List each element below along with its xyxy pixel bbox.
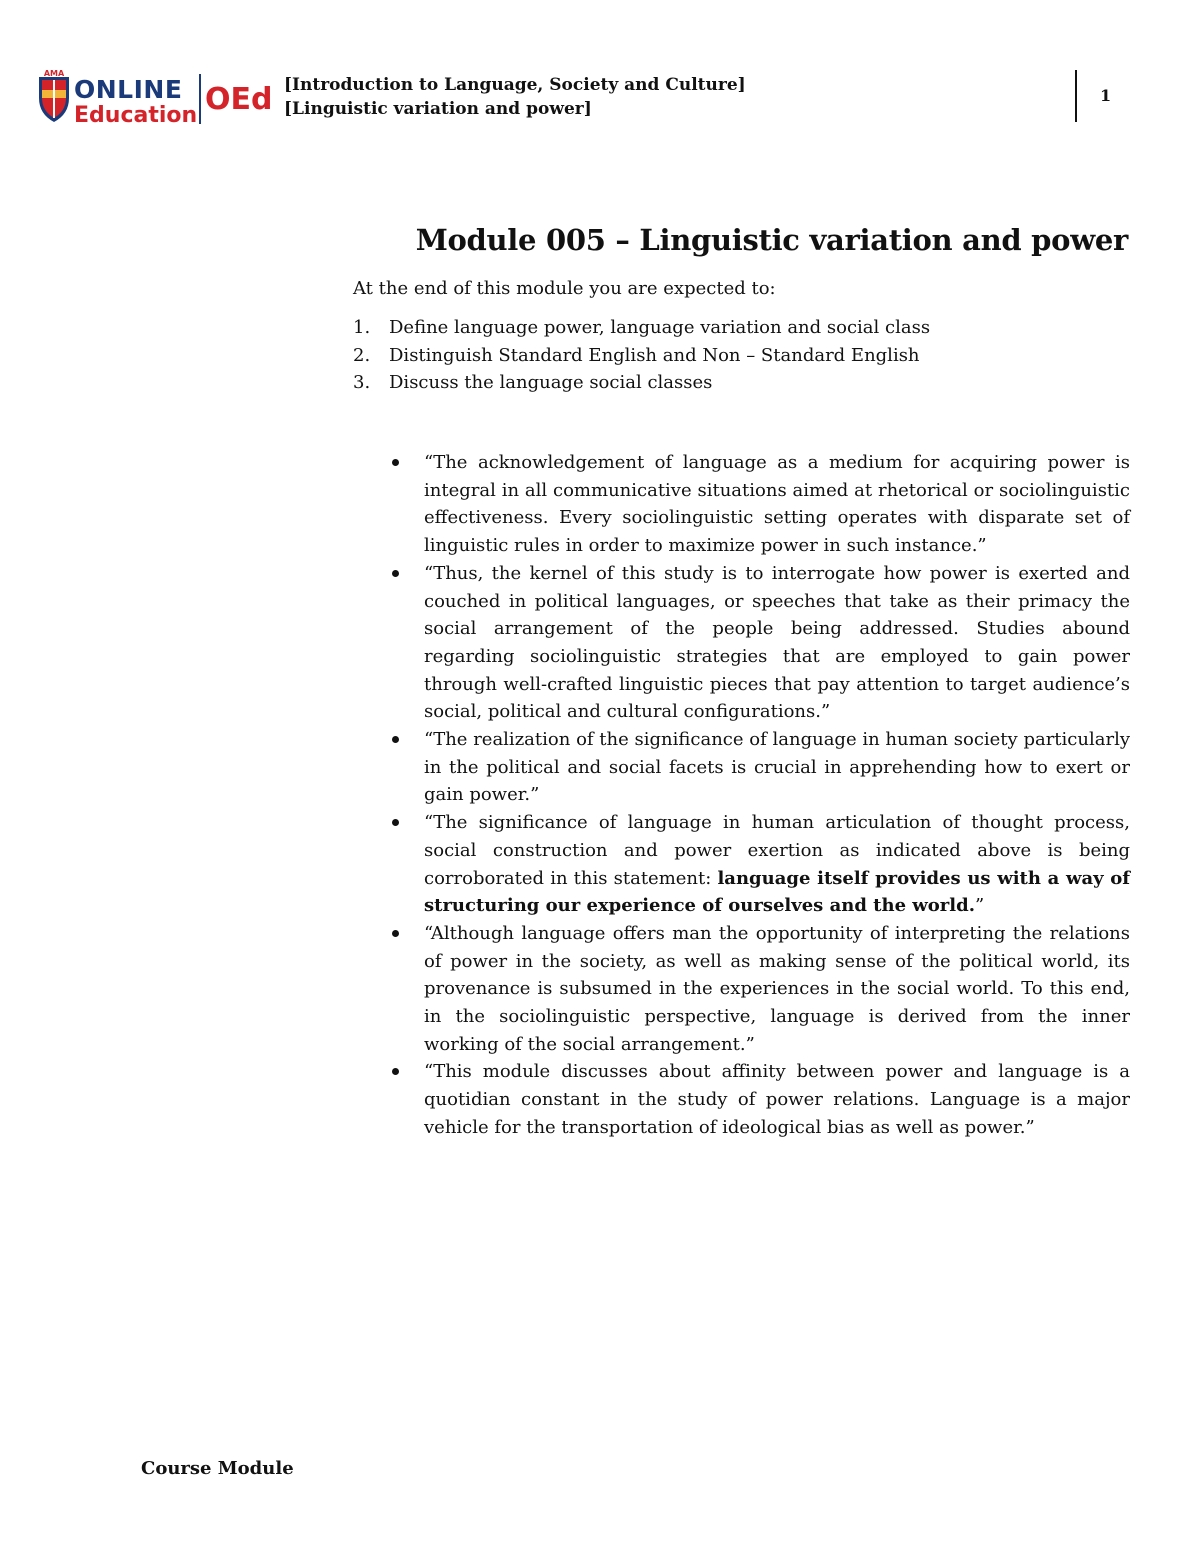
quote-emphasis: language itself provides us with a way of structuring our experience of ourselves and the world. [424, 867, 1130, 917]
objective-number: 2. [353, 344, 371, 366]
quote-item [388, 920, 1130, 1059]
course-title: [Introduction to Language, Society and Culture] [284, 75, 746, 95]
bullet-icon [392, 930, 399, 937]
objective-text: Define language power, language variation and social class [389, 317, 931, 338]
page-footer: Course Module [141, 1458, 294, 1479]
online-education-logo [36, 68, 272, 128]
quotes-list [388, 449, 1130, 1142]
quote-text: “The acknowledgement of language as a medium for acquiring power is integral in all communicative situations aimed at rhetorical or sociolinguistic effectiveness. Every sociolinguistic setting operates with disparate set of linguistic rules in order to maximize power in such instance.” [424, 452, 1130, 557]
objective-number: 3. [353, 372, 371, 393]
objective-text: Distinguish Standard English and Non – Standard English [389, 344, 920, 366]
quote-item [388, 449, 1130, 560]
quote-text: “Although language offers man the opportunity of interpreting the relations of power in the society, as well as making sense of the political world, its provenance is subsumed in the experiences in the social world. To this end, in the sociolinguistic perspective, language is derived from the inner working of the social arrangement.” [424, 922, 1130, 1055]
svg-text:AMA: AMA [43, 69, 65, 78]
running-header [284, 73, 746, 121]
objective-text: Discuss the language social classes [389, 372, 713, 393]
quote-text: “The significance of language in human articulation of thought process, social construction and power exertion as indicated above is being corroborated in this statement: [424, 812, 1130, 889]
objective-item [353, 314, 930, 342]
quote-item [388, 560, 1130, 726]
bullet-icon [392, 819, 399, 826]
objective-number: 1. [353, 317, 371, 338]
module-title: Module 005 – Linguistic variation and power [415, 223, 1128, 257]
bullet-icon [392, 459, 399, 466]
objectives-intro: At the end of this module you are expected to: [353, 278, 776, 299]
svg-text:Education: Education [74, 103, 198, 128]
quote-text: “The realization of the significance of language in human society particularly in the political and social facets is crucial in apprehending how to exert or gain power.” [424, 729, 1130, 806]
objective-item [353, 369, 930, 397]
quote-item [388, 809, 1130, 920]
topic-title: [Linguistic variation and power] [284, 99, 592, 119]
bullet-icon [392, 736, 399, 743]
bullet-icon [392, 570, 399, 577]
quote-text: “This module discusses about affinity between power and language is a quotidian constant in the study of power relations. Language is a major vehicle for the transportation of ideological bias as well as power.” [424, 1061, 1130, 1138]
quote-text: “Thus, the kernel of this study is to interrogate how power is exerted and couched in political languages, or speeches that take as their primacy the social arrangement of the people being addressed. Studies abound regarding sociolinguistic strategies that are employed to gain power through well-crafted linguistic pieces that pay attention to target audience’s social, political and cultural configurations.” [424, 562, 1130, 723]
objectives-list [353, 314, 930, 397]
svg-text:OEd: OEd [205, 82, 272, 117]
quote-item [388, 1058, 1130, 1141]
quote-item [388, 726, 1130, 809]
header-divider [1075, 70, 1077, 122]
ama-seal-icon [39, 69, 69, 122]
quote-close: ” [974, 895, 985, 917]
objective-item [353, 342, 930, 370]
svg-text:ONLINE: ONLINE [74, 75, 183, 104]
bullet-icon [392, 1068, 399, 1075]
page-number: 1 [1100, 86, 1112, 105]
